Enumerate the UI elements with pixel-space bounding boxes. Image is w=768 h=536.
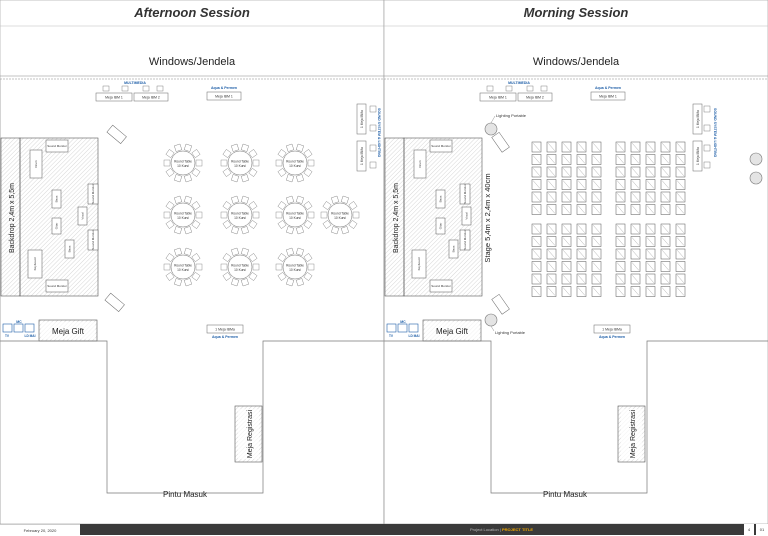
sound-system-label: SOUND SYSTEM & LIGHTING xyxy=(377,108,381,158)
multimedia-device xyxy=(157,86,163,91)
footer-project xyxy=(470,524,533,535)
theater-chair xyxy=(547,274,556,284)
theater-chair xyxy=(577,180,586,190)
theater-chair xyxy=(562,249,571,259)
theater-chair xyxy=(631,205,640,215)
meja-ibm-vertical-2-label: 1 Meja IBMa xyxy=(696,147,700,165)
round-table-pax: 10 Kursi xyxy=(177,268,189,272)
page-number: 4 xyxy=(744,524,754,535)
multimedia-device xyxy=(103,86,109,91)
chair xyxy=(221,264,227,270)
theater-chair xyxy=(562,205,571,215)
multimedia-label: MULTIMEDIA xyxy=(508,81,530,85)
theater-chair xyxy=(577,287,586,297)
round-table-pax: 10 Kursi xyxy=(289,216,301,220)
multimedia-device xyxy=(487,86,493,91)
theater-chair xyxy=(661,274,670,284)
theater-chair xyxy=(676,167,685,177)
theater-chair xyxy=(646,249,655,259)
multimedia-device xyxy=(143,86,149,91)
theater-chair xyxy=(562,155,571,165)
theater-chair xyxy=(616,167,625,177)
mc-label: MC xyxy=(16,320,22,324)
project-location: Project Location xyxy=(470,527,499,532)
aqua-bottom-label: Aqua & Permen xyxy=(211,335,239,339)
theater-chair xyxy=(547,155,556,165)
theater-chair xyxy=(661,180,670,190)
tv-label: TV xyxy=(388,334,394,338)
project-title: PROJECT TITLE xyxy=(501,527,534,532)
round-table-label: Round Table xyxy=(174,211,192,216)
aqua-permen-label: Aqua & Permen xyxy=(594,86,622,90)
guitar-label: Gitar xyxy=(54,222,59,230)
sound-speaker xyxy=(704,145,710,151)
chair xyxy=(221,160,227,166)
theater-chair xyxy=(562,224,571,234)
lighting-portable-icon xyxy=(485,314,497,326)
theater-chair xyxy=(676,180,685,190)
sound-monitor-bottom-label: Sound Monitor xyxy=(431,284,451,288)
theater-chair xyxy=(547,205,556,215)
drum-label: Drum xyxy=(418,160,422,168)
theater-chair xyxy=(592,167,601,177)
tv-label: TV xyxy=(4,334,10,338)
round-table-label: Round Table xyxy=(231,263,249,268)
theater-chair xyxy=(547,167,556,177)
meja-gift-label: Meja Gift xyxy=(51,327,85,336)
theater-chair xyxy=(631,142,640,152)
mc-label: MC xyxy=(400,320,406,324)
round-table-label: Round Table xyxy=(286,263,304,268)
theater-chair xyxy=(532,205,541,215)
backdrop-label: Backdrop 2,4m x 5,5m xyxy=(393,182,400,254)
theater-chair xyxy=(532,224,541,234)
chair xyxy=(253,212,259,218)
round-table-label: Round Table xyxy=(331,211,349,216)
theater-chair xyxy=(616,180,625,190)
theater-chair xyxy=(592,274,601,284)
round-table-pax: 10 Kursi xyxy=(289,268,301,272)
theater-chair xyxy=(631,274,640,284)
theater-chair xyxy=(631,262,640,272)
theater-chair xyxy=(532,155,541,165)
theater-chair xyxy=(577,167,586,177)
meja-ibm-1-label: Meja IBM 1 xyxy=(489,95,507,100)
lighting-portable-icon xyxy=(750,153,762,165)
theater-chair xyxy=(676,274,685,284)
theater-chair xyxy=(592,142,601,152)
session-title: Afternoon Session xyxy=(134,5,250,20)
footer xyxy=(0,524,768,535)
sound-speaker xyxy=(370,106,376,112)
round-table-label: Round Table xyxy=(286,159,304,164)
round-table-pax: 10 Kursi xyxy=(234,216,246,220)
theater-chair xyxy=(661,262,670,272)
theater-chair xyxy=(631,287,640,297)
theater-chair xyxy=(616,274,625,284)
page-total: 01 xyxy=(756,524,768,535)
vocal-label: Vocal xyxy=(80,212,85,220)
round-table-pax: 10 Kursi xyxy=(234,164,246,168)
theater-chair xyxy=(661,249,670,259)
meja-bottom-label: 1 Meja IBMa xyxy=(602,327,622,332)
meja-ibm-1-label: Meja IBM 1 xyxy=(105,95,123,100)
chair xyxy=(196,212,202,218)
backdrop-label: Backdrop 2,4m x 5,5m xyxy=(9,182,16,254)
chair xyxy=(276,160,282,166)
theater-chair xyxy=(532,142,541,152)
round-table-pax: 10 Kursi xyxy=(177,164,189,168)
theater-chair xyxy=(646,287,655,297)
aqua-bottom-label: Aqua & Permen xyxy=(598,335,626,339)
sound-speaker xyxy=(370,145,376,151)
theater-chair xyxy=(661,142,670,152)
chair xyxy=(164,264,170,270)
theater-chair xyxy=(616,224,625,234)
meja-registrasi-label: Meja Registrasi xyxy=(630,409,637,459)
theater-chair xyxy=(631,237,640,247)
round-table-label: Round Table xyxy=(174,263,192,268)
round-table-pax: 10 Kursi xyxy=(177,216,189,220)
meja-registrasi-label: Meja Registrasi xyxy=(247,409,254,459)
theater-chair xyxy=(616,142,625,152)
multimedia-device xyxy=(541,86,547,91)
theater-chair xyxy=(562,287,571,297)
mc-box xyxy=(409,324,418,332)
mc-box xyxy=(398,324,407,332)
chair xyxy=(253,264,259,270)
sound-speaker xyxy=(370,162,376,168)
theater-chair xyxy=(547,180,556,190)
theater-chair xyxy=(562,180,571,190)
theater-chair xyxy=(577,224,586,234)
theater-chair xyxy=(562,274,571,284)
meja-gift-label: Meja Gift xyxy=(435,327,469,336)
meja-ibm-3-label: Meja IBM 1 xyxy=(215,94,233,99)
theater-chair xyxy=(562,237,571,247)
theater-chair xyxy=(631,155,640,165)
multimedia-device xyxy=(527,86,533,91)
lighting-top-label: Lighting Portable xyxy=(496,113,527,118)
meja-ibm-2-label: Meja IBM 2 xyxy=(142,95,160,100)
theater-chair xyxy=(592,155,601,165)
theater-chair xyxy=(661,287,670,297)
footer-separator: | xyxy=(499,527,501,532)
meja-ibm-2-label: Meja IBM 2 xyxy=(526,95,544,100)
theater-chair xyxy=(532,287,541,297)
round-table-label: Round Table xyxy=(231,211,249,216)
theater-chair xyxy=(676,205,685,215)
theater-chair xyxy=(577,237,586,247)
theater-chair xyxy=(646,180,655,190)
theater-chair xyxy=(562,192,571,202)
pintu-masuk-label: Pintu Masuk xyxy=(542,490,588,499)
theater-chair xyxy=(592,249,601,259)
theater-chair xyxy=(676,287,685,297)
theater-chair xyxy=(577,205,586,215)
theater-chair xyxy=(646,262,655,272)
theater-chair xyxy=(577,249,586,259)
chair xyxy=(308,160,314,166)
theater-chair xyxy=(532,167,541,177)
theater-chair xyxy=(532,262,541,272)
sound-monitor-top-label: Sound Monitor xyxy=(431,144,451,148)
theater-chair xyxy=(562,167,571,177)
theater-chair xyxy=(631,167,640,177)
theater-chair xyxy=(547,237,556,247)
tv2-label: LD MAI xyxy=(408,334,420,338)
sound-monitor-bottom-label: Sound Monitor xyxy=(47,284,67,288)
theater-chair xyxy=(532,274,541,284)
sound-speaker xyxy=(704,125,710,131)
lighting-portable-icon xyxy=(485,123,497,135)
theater-chair xyxy=(592,192,601,202)
theater-chair xyxy=(676,192,685,202)
chair xyxy=(196,160,202,166)
theater-chair xyxy=(547,287,556,297)
aqua-permen-label: Aqua & Permen xyxy=(210,86,238,90)
round-table-label: Round Table xyxy=(286,211,304,216)
theater-chair xyxy=(592,262,601,272)
footer-date: February 20, 2020 xyxy=(0,524,80,536)
mc-box xyxy=(14,324,23,332)
theater-chair xyxy=(547,142,556,152)
bass2-label: Bass xyxy=(67,245,72,253)
multimedia-device xyxy=(122,86,128,91)
tv2-label: LD MAI xyxy=(24,334,36,338)
theater-chair xyxy=(646,142,655,152)
meja-bottom-label: 1 Meja IBMa xyxy=(215,327,235,332)
morning-panel xyxy=(384,0,768,524)
theater-chair xyxy=(616,155,625,165)
chair xyxy=(308,212,314,218)
theater-chair xyxy=(676,249,685,259)
theater-chair xyxy=(562,142,571,152)
sound-speaker xyxy=(704,106,710,112)
theater-chair xyxy=(547,224,556,234)
theater-chair xyxy=(592,205,601,215)
theater-chair xyxy=(661,237,670,247)
theater-chair xyxy=(676,237,685,247)
theater-chair xyxy=(646,224,655,234)
theater-chair xyxy=(661,167,670,177)
round-table-pax: 10 Kursi xyxy=(289,164,301,168)
sound-monitor-right2-label: Sound Monitor xyxy=(91,230,95,250)
theater-chair xyxy=(577,192,586,202)
sound-monitor-right2-label: Sound Monitor xyxy=(463,230,467,250)
theater-chair xyxy=(532,180,541,190)
round-table-label: Round Table xyxy=(174,159,192,164)
theater-chair xyxy=(592,180,601,190)
stage-label: Stage 5,4m x 2,4m x 40cm xyxy=(483,173,492,263)
sound-speaker xyxy=(704,162,710,168)
sound-monitor-top-label: Sound Monitor xyxy=(47,144,67,148)
theater-chair xyxy=(676,142,685,152)
bass-label: Bass xyxy=(438,195,443,203)
theater-chair xyxy=(592,224,601,234)
mc-box xyxy=(3,324,12,332)
theater-chair xyxy=(661,205,670,215)
theater-chair xyxy=(676,155,685,165)
theater-chair xyxy=(661,155,670,165)
bass-label: Bass xyxy=(54,195,59,203)
windows-label: Windows/Jendela xyxy=(148,56,236,68)
theater-chair xyxy=(577,262,586,272)
round-table-pax: 10 Kursi xyxy=(234,268,246,272)
meja-ibm-3-label: Meja IBM 1 xyxy=(599,94,617,99)
chair xyxy=(196,264,202,270)
theater-chair xyxy=(532,237,541,247)
chair xyxy=(276,264,282,270)
theater-chair xyxy=(631,180,640,190)
theater-chair xyxy=(547,249,556,259)
chair xyxy=(353,212,359,218)
theater-chair xyxy=(646,155,655,165)
theater-chair xyxy=(592,287,601,297)
round-table-pax: 10 Kursi xyxy=(334,216,346,220)
chair xyxy=(276,212,282,218)
vocal-label: Vocal xyxy=(464,212,469,220)
lighting-portable-icon xyxy=(750,172,762,184)
session-title: Morning Session xyxy=(523,5,629,20)
theater-chair xyxy=(631,249,640,259)
sound-monitor-right-label: Sound Monitor xyxy=(463,184,467,204)
theater-chair xyxy=(592,237,601,247)
multimedia-device xyxy=(506,86,512,91)
theater-chair xyxy=(646,167,655,177)
round-table-label: Round Table xyxy=(231,159,249,164)
theater-chair xyxy=(676,224,685,234)
theater-chair xyxy=(661,224,670,234)
chair xyxy=(253,160,259,166)
guitar-label: Gitar xyxy=(438,222,443,230)
multimedia-label: MULTIMEDIA xyxy=(124,81,146,85)
pintu-masuk-label: Pintu Masuk xyxy=(162,490,208,499)
theater-chair xyxy=(532,192,541,202)
drum-label: Drum xyxy=(34,160,38,168)
theater-chair xyxy=(631,224,640,234)
theater-chair xyxy=(547,192,556,202)
theater-chair xyxy=(577,155,586,165)
theater-chair xyxy=(646,274,655,284)
theater-chair xyxy=(616,262,625,272)
sound-system-label: SOUND SYSTEM & LIGHTING xyxy=(713,108,717,158)
chair xyxy=(221,212,227,218)
sound-speaker xyxy=(370,125,376,131)
theater-chair xyxy=(661,192,670,202)
keyboard-label: Keyboard xyxy=(33,257,37,271)
theater-chair xyxy=(547,262,556,272)
meja-ibm-vertical-1-label: 1 Meja IBMa xyxy=(360,110,364,128)
theater-chair xyxy=(616,237,625,247)
mc-box xyxy=(25,324,34,332)
bass2-label: Bass xyxy=(451,245,456,253)
theater-chair xyxy=(616,205,625,215)
sound-monitor-right-label: Sound Monitor xyxy=(91,184,95,204)
chair xyxy=(164,212,170,218)
theater-chair xyxy=(616,249,625,259)
keyboard-label: Keyboard xyxy=(417,257,421,271)
theater-chair xyxy=(532,249,541,259)
theater-chair xyxy=(646,237,655,247)
chair xyxy=(164,160,170,166)
theater-chair xyxy=(616,287,625,297)
theater-chair xyxy=(646,205,655,215)
theater-chair xyxy=(676,262,685,272)
windows-label: Windows/Jendela xyxy=(532,56,620,68)
mc-box xyxy=(387,324,396,332)
chair xyxy=(308,264,314,270)
afternoon-panel xyxy=(0,0,384,524)
meja-ibm-vertical-2-label: 1 Meja IBMa xyxy=(360,147,364,165)
theater-chair xyxy=(562,262,571,272)
lighting-bottom-label: Lighting Portable xyxy=(495,330,526,335)
theater-chair xyxy=(577,142,586,152)
theater-chair xyxy=(616,192,625,202)
chair xyxy=(321,212,327,218)
meja-ibm-vertical-1-label: 1 Meja IBMa xyxy=(696,110,700,128)
theater-chair xyxy=(577,274,586,284)
theater-chair xyxy=(631,192,640,202)
theater-chair xyxy=(646,192,655,202)
